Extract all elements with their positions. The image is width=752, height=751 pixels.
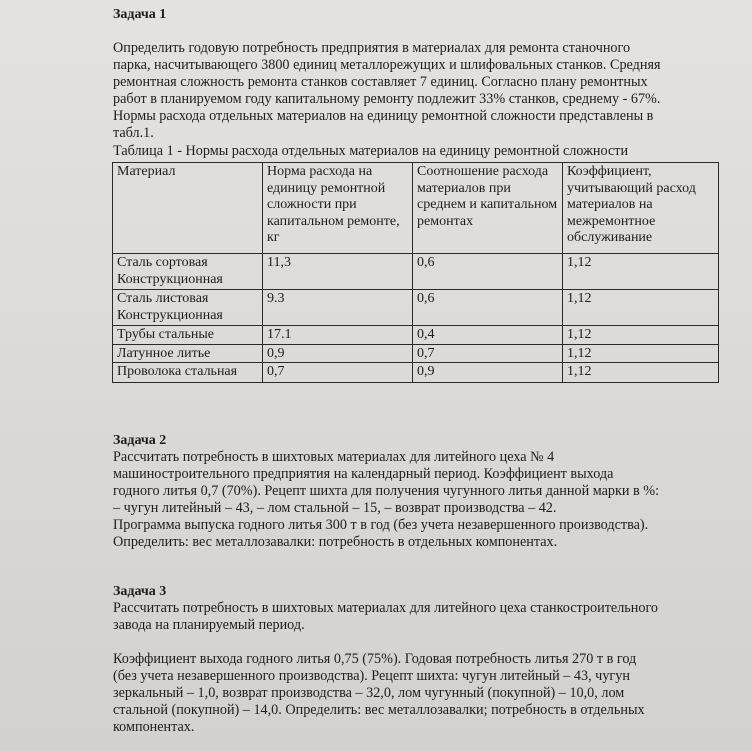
header-cell: Соотношение расхода материалов при среднем и капитальном ремонтах	[413, 163, 563, 254]
table-row	[113, 344, 719, 363]
text-line: Нормы расхода отдельных материалов на единицу ремонтной сложности представлены в	[113, 108, 654, 124]
table-row	[113, 254, 719, 290]
text-line: Определить годовую потребность предприятия в материалах для ремонта станочного	[113, 40, 631, 56]
text-line: Рассчитать потребность в шихтовых материалах для литейного цеха станкостроительного	[113, 600, 658, 616]
text-line: стальной (покупной) – 14,0. Определить: вес металлозавалки; потребность в отдельных	[113, 702, 645, 718]
text-line: (без учета незавершенного производства). Рецепт шихта: чугун литейный – 43, чугун	[113, 668, 630, 684]
task3-title: Задача 3	[113, 584, 167, 599]
table-cell: 1,12	[563, 326, 719, 345]
task1-title: Задача 1	[113, 7, 167, 22]
table-cell: 0,9	[413, 363, 563, 383]
text-line: компонентах.	[113, 719, 195, 735]
task1-text	[113, 40, 661, 142]
text-line: машиностроительного предприятия на календарный период. Коэффициент выхода	[113, 466, 614, 482]
text-line: зеркальный – 1,0, возврат производства – 32,0, лом чугунный (покупной) – 10,0, лом	[113, 685, 625, 701]
table-cell: 0,7	[413, 344, 563, 363]
table-cell: Сталь листовая Конструкционная	[113, 290, 263, 326]
text-line: годного литья 0,7 (70%). Рецепт шихта для получения чугунного литья данной марки в %:	[113, 483, 660, 499]
header-cell: Коэффициент, учитывающий расход материалов на межремонтное обслуживание	[563, 163, 719, 254]
table-cell: 0,4	[413, 326, 563, 345]
text-line: Программа выпуска годного литья 300 т в год (без учета незавершенного производства).	[113, 517, 649, 533]
text-line: Определить: вес металлозавалки: потребность в отдельных компонентах.	[113, 534, 558, 550]
task1	[113, 6, 166, 23]
table-caption: Таблица 1 - Нормы расхода отдельных материалов на единицу ремонтной сложности	[113, 143, 629, 159]
table-cell: 9.3	[263, 290, 413, 326]
table-cell: 1,12	[563, 344, 719, 363]
table-cell: 0,7	[263, 363, 413, 383]
table-header-row	[113, 163, 719, 254]
task2-text	[113, 449, 659, 551]
text-line: табл.1.	[113, 125, 154, 141]
norms-table	[112, 162, 719, 383]
task3	[113, 583, 658, 736]
table-cell: 1,12	[563, 254, 719, 290]
table-cell: 0,6	[413, 254, 563, 290]
text-line: парка, насчитывающего 3800 единиц металлорежущих и шлифовальных станков. Средняя	[113, 57, 661, 73]
header-cell: Норма расхода на единицу ремонтной сложности при капитальном ремонте, кг	[263, 163, 413, 254]
table-cell: Сталь сортовая Конструкционная	[113, 254, 263, 290]
table-row	[113, 326, 719, 345]
task3-text	[113, 600, 658, 634]
text-line: – чугун литейный – 43, – лом стальной – 15, – возврат производства – 42.	[113, 500, 557, 516]
table-cell: 11,3	[263, 254, 413, 290]
table-cell: 0,9	[263, 344, 413, 363]
text-line: Коэффициент выхода годного литья 0,75 (75%). Годовая потребность литья 270 т в год	[113, 651, 637, 667]
table-cell: 0,6	[413, 290, 563, 326]
task2	[113, 432, 659, 551]
text-line: завода на планируемый период.	[113, 617, 305, 633]
task3-text-2	[113, 651, 658, 736]
task2-title: Задача 2	[113, 433, 167, 448]
table-cell: Проволока стальная	[113, 363, 263, 383]
text-line: ремонтная сложность ремонта станков составляет 7 единиц. Согласно плану ремонтных	[113, 74, 648, 90]
table-cell: 1,12	[563, 290, 719, 326]
text-line: работ в планируемом году капитальному ремонту подлежит 33% станков, среднему - 67%.	[113, 91, 661, 107]
table-row	[113, 363, 719, 383]
table-cell: 1,12	[563, 363, 719, 383]
table-row	[113, 290, 719, 326]
text-line: Рассчитать потребность в шихтовых материалах для литейного цеха № 4	[113, 449, 555, 465]
table-cell: Трубы стальные	[113, 326, 263, 345]
table-cell: Латунное литье	[113, 344, 263, 363]
table-cell: 17.1	[263, 326, 413, 345]
header-cell: Материал	[113, 163, 263, 254]
